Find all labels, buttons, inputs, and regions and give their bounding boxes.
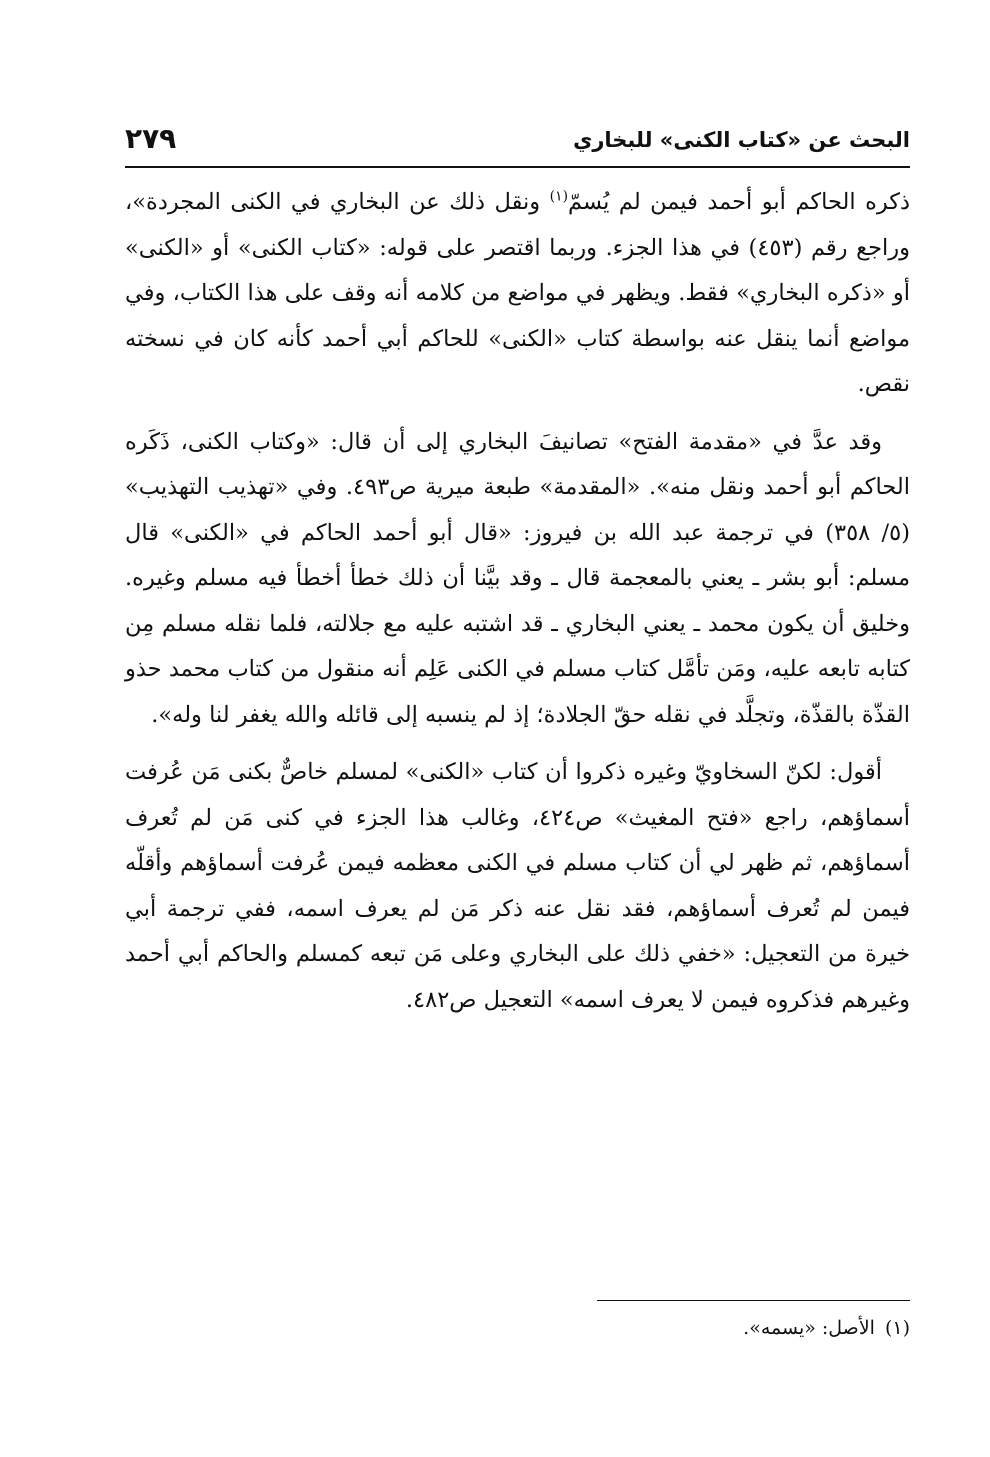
footnote-rule [597, 1300, 910, 1301]
paragraph-2: وقد عدَّ في «مقدمة الفتح» تصانيفَ البخاري إلى أن قال: «وكتاب الكنى، ذَكَره الحاكم أبو أحمد ونقل منه». «المقدمة» طبعة ميرية ص٤٩٣. وفي «تهذيب التهذيب» (٥/ ٣٥٨) في ترجمة عبد الله بن فيروز: «قال أبو أحمد الحاكم في «الكنى» قال مسلم: أبو بشر ـ يعني بالمعجمة قال ـ وقد بيَّنا أن ذلك خطأ أخطأ فيه مسلم وغيره. وخليق أن يكون محمد ـ يعني البخاري ـ قد اشتبه عليه مع جلالته، فلما نقله مسلم مِن كتابه تابعه عليه، ومَن تأمَّل كتاب مسلم في الكنى عَلِم أنه منقول من كتاب محمد حذو القذّة بالقذّة، وتجلَّد في نقله حقّ الجلادة؛ إذ لم ينسبه إلى قائله والله يغفر لنا وله». [125, 428, 911, 728]
running-title: البحث عن «كتاب الكنى» للبخاري [573, 128, 910, 152]
main-text [125, 180, 910, 1023]
page-header [125, 122, 910, 164]
paragraph-1 [125, 180, 910, 408]
footnote [125, 1310, 910, 1346]
page-number: ٢٧٩ [125, 122, 177, 155]
header-rule [125, 166, 910, 168]
paragraph-1-rest: ونقل ذلك عن البخاري في الكنى المجردة»، وراجع رقم (٤٥٣) في هذا الجزء. وربما اقتصر على قوله: «كتاب الكنى» أو «الكنى» أو «ذكره البخاري» فقط. ويظهر في مواضع من كلامه أنه وقف على هذا الكتاب، وفي مواضع أنما ينقل عنه بواسطة كتاب «الكنى» للحاكم أبي أحمد كأنه كان في نسخته نقص. [125, 189, 910, 397]
footnote-text: الأصل: «يسمه». [743, 1317, 875, 1339]
paragraph-1-start: ذكره الحاكم أبو أحمد فيمن لم يُسمّ [568, 189, 911, 215]
paragraph-3: أقول: لكنّ السخاويّ وغيره ذكروا أن كتاب «الكنى» لمسلم خاصٌّ بكنى مَن عُرفت أسماؤهم، راجع «فتح المغيث» ص٤٢٤، وغالب هذا الجزء في كنى مَن لم تُعرف أسماؤهم، ثم ظهر لي أن كتاب مسلم في الكنى معظمه فيمن عُرفت أسماؤهم وأقلّه فيمن لم تُعرف أسماؤهم، فقد نقل عنه ذكر مَن لم يعرف اسمه، ففي ترجمة أبي خيرة من التعجيل: «خفي ذلك على البخاري وعلى مَن تبعه كمسلم والحاكم أبي أحمد وغيرهم فذكروه فيمن لا يعرف اسمه» التعجيل ص٤٨٢. [125, 759, 910, 1013]
footnote-number: (١) [884, 1317, 910, 1339]
footnote-reference: (١) [549, 188, 569, 205]
